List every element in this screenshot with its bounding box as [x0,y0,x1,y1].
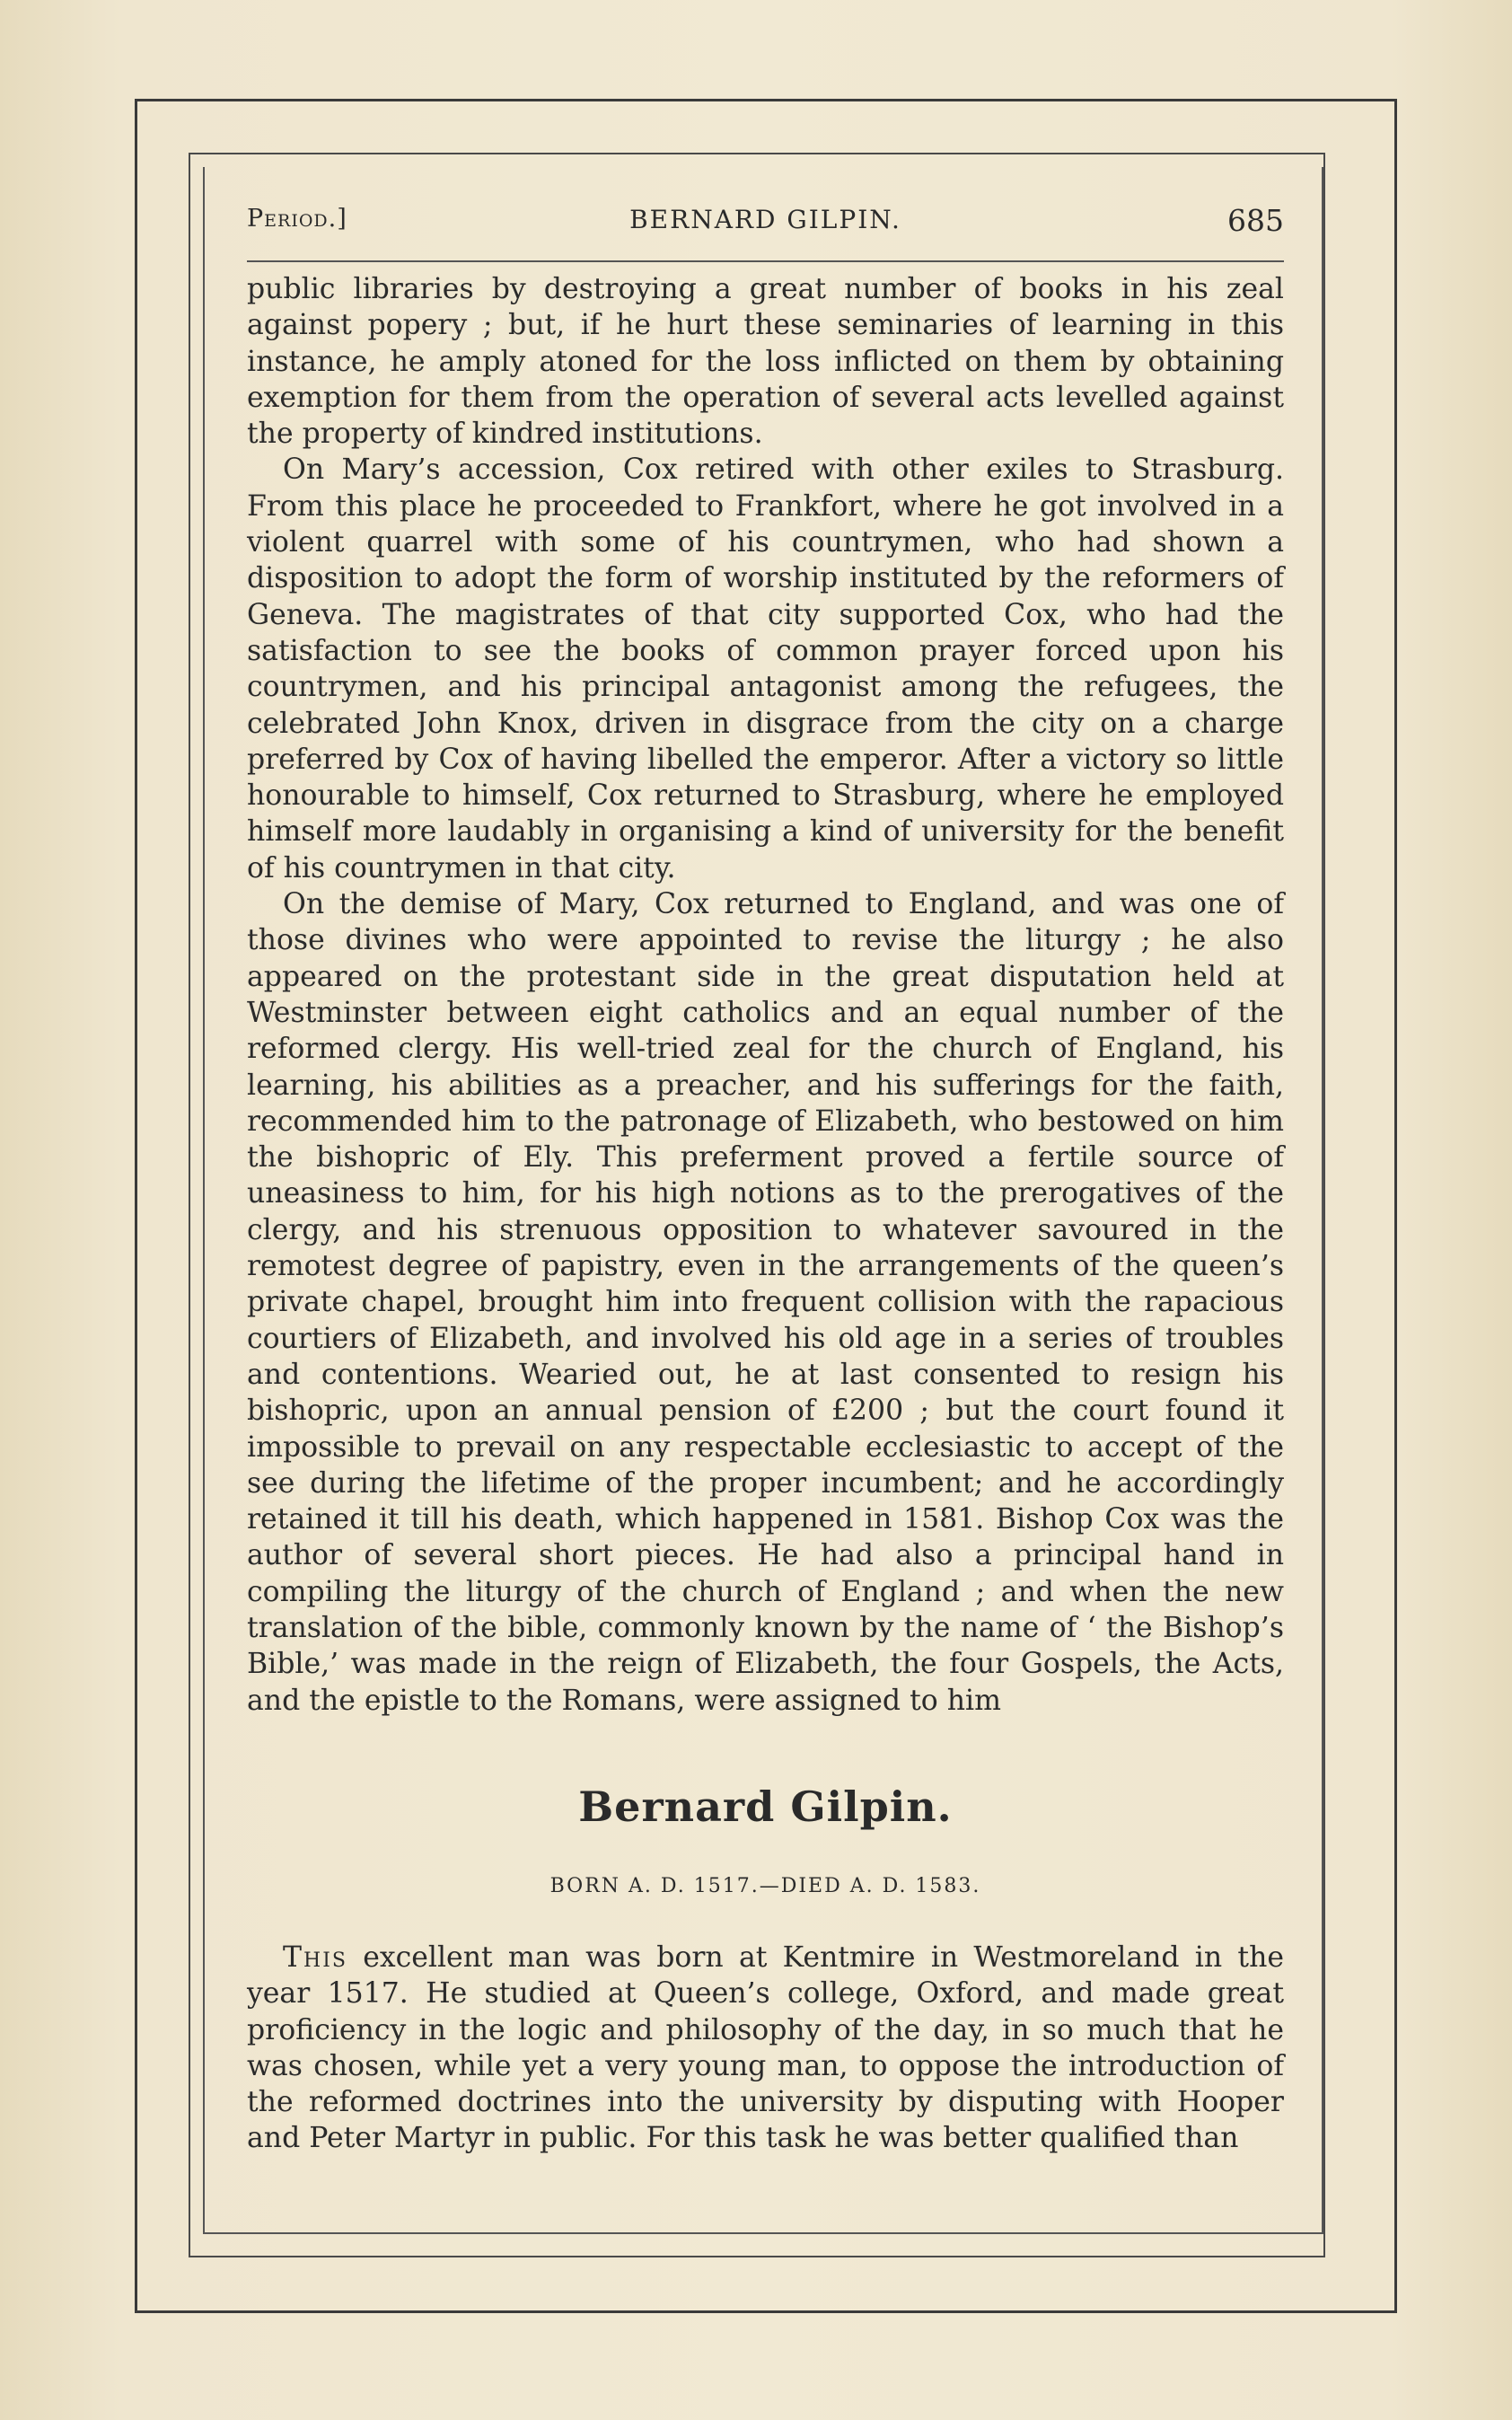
main-text [247,271,1284,1719]
biography-text [247,1940,1284,2157]
header-title: BERNARD GILPIN. [629,205,901,234]
page-number: 685 [1227,203,1284,238]
paragraph: On the demise of Mary, Cox returned to England, and was one of those divines who were appointed to revise the liturgy ; he also appeared on the protestant side in the great disputation held at Westminster between eight catholics and an equal number of the reformed clergy. His well-tried zeal for the church of England, his learning, his abilities as a preacher, and his sufferings for the faith, recommended him to the patronage of Elizabeth, who bestowed on him the bishopric of Ely. This preferment proved a fertile source of uneasiness to him, for his high notions as to the prerogatives of the clergy, and his strenuous opposition to whatever savoured in the remotest degree of papistry, even in the arrangements of the queen’s private chapel, brought him into frequent collision with the rapacious courtiers of Elizabeth, and involved his old age in a series of troubles and contentions. Wearied out, he at last consented to resign his bishopric, upon an annual pension of £200 ; but the court found it impossible to prevail on any respectable ecclesiastic to accept of the see during the lifetime of the proper incumbent; and he accordingly retained it till his death, which happened in 1581. Bishop Cox was the author of several short pieces. He had also a principal hand in compiling the liturgy of the church of England ; and when the new translation of the bible, commonly known by the name of ‘ the Bishop’s Bible,’ was made in the reign of Elizabeth, the four Gospels, the Acts, and the epistle to the Romans, were assigned to him [247,888,1284,1717]
header-period: Period.] [247,205,347,233]
paragraph [247,1940,1284,2157]
section-dates: BORN A. D. 1517.—DIED A. D. 1583. [549,1875,981,1897]
header-rule [247,260,1284,262]
opening-text: excellent man was born at Kentmire in Westmoreland in the year 1517. He studied at Queen’s college, Oxford, and made great proficiency in the logic and philosophy of the day, in so much that he was chosen, while yet a very young man, to oppose the introduction of the reformed doctrines into the university by disputing with Hooper and Peter Martyr in public. For this task he was better qualified than [247,1941,1284,2155]
opening-word: This [283,1941,347,1974]
running-header [247,205,1284,246]
paragraph: public libraries by destroying a great number of books in his zeal against popery ; but, if he hurt these seminaries of learning in this instance, he amply atoned for the loss inflicted on them by obtaining exemption for them from the operation of several acts levelled against the property of kindred institutions. [247,273,1284,451]
section-title: Bernard Gilpin. [578,1782,953,1831]
paragraph: On Mary’s accession, Cox retired with other exiles to Strasburg. From this place he proceeded to Frankfort, where he got involved in a violent quarrel with some of his countrymen, who had shown a disposition to adopt the form of worship instituted by the reformers of Geneva. The magistrates of that city supported Cox, who had the satisfaction to see the books of common prayer forced upon his countrymen, and his principal antagonist among the refugees, the celebrated John Knox, driven in disgrace from the city on a charge preferred by Cox of having libelled the emperor. After a victory so little honourable to himself, Cox returned to Strasburg, where he employed himself more laudably in organising a kind of university for the benefit of his countrymen in that city. [247,453,1284,884]
